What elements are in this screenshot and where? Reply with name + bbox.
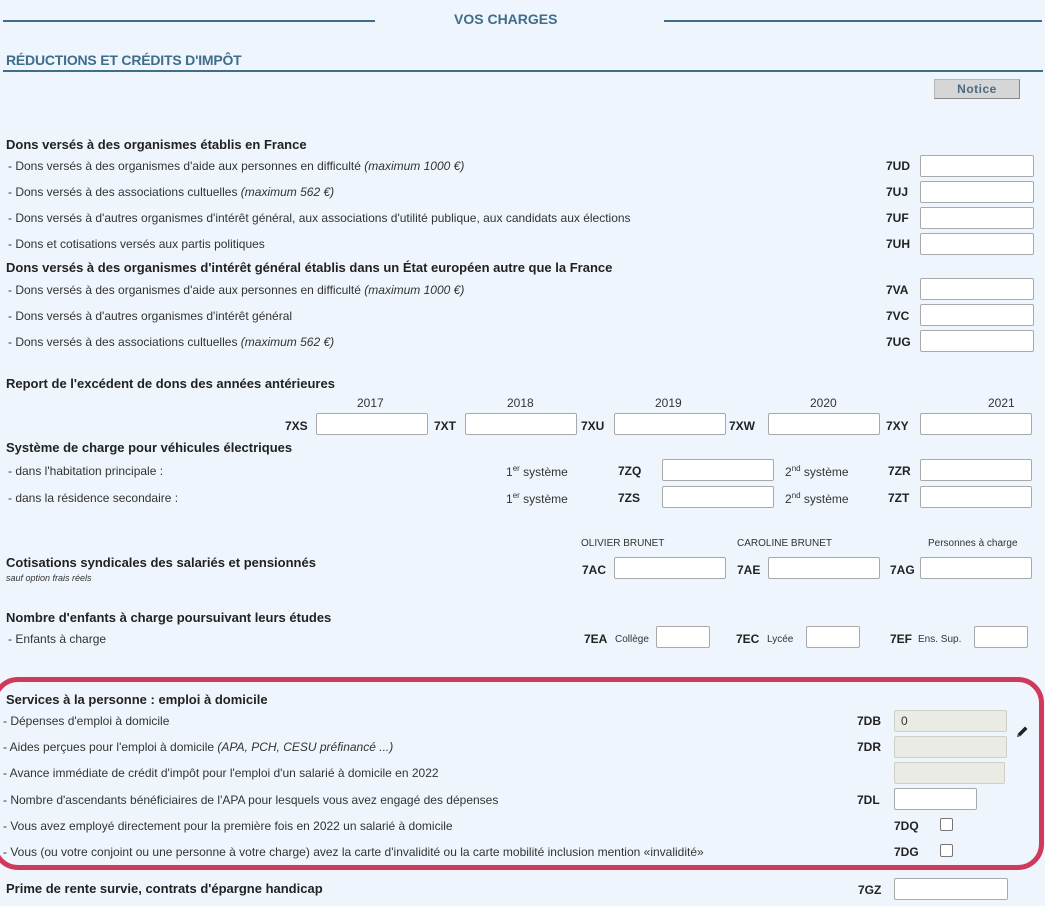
line-7vc-label: [8, 309, 292, 323]
line-7uh-label: [8, 237, 265, 251]
label-text: - Dons versés à des organismes d'aide aux personnes en difficulté: [8, 159, 365, 173]
header-rule-left: [3, 20, 375, 22]
code-7xu: 7XU: [581, 419, 605, 433]
code-7db: 7DB: [857, 714, 882, 728]
line-7dq-label: - Vous avez employé directement pour la première fois en 2022 un salarié à domicile: [3, 819, 453, 833]
line-7db-label: - Dépenses d'emploi à domicile: [3, 714, 170, 728]
code-7zs: 7ZS: [618, 491, 641, 505]
line-7dr-label: [3, 740, 393, 754]
enfants-title: Nombre d'enfants à charge poursuivant leurs études: [6, 610, 332, 625]
input-7zs[interactable]: [662, 486, 774, 508]
line-avance-label: - Avance immédiate de crédit d'impôt pour l'emploi d'un salarié à domicile en 2022: [3, 766, 439, 780]
input-7ea[interactable]: [656, 626, 710, 648]
sup: nd: [791, 464, 801, 473]
col-header-olivier: OLIVIER BRUNET: [581, 538, 665, 549]
level-ens-sup: Ens. Sup.: [918, 634, 962, 645]
code-7dg: 7DG: [894, 845, 919, 859]
col-header-personnes: Personnes à charge: [928, 538, 1018, 549]
sup: er: [512, 464, 520, 473]
second-system-label: [785, 491, 849, 506]
input-7uj[interactable]: [920, 181, 1034, 203]
input-7xw[interactable]: [768, 413, 880, 435]
code-7xy: 7XY: [886, 419, 909, 433]
input-7xs[interactable]: [316, 413, 428, 435]
report-title: Report de l'excédent de dons des années antérieures: [6, 376, 335, 391]
code-7ac: 7AC: [582, 563, 607, 577]
input-7ae[interactable]: [768, 557, 880, 579]
input-7uh[interactable]: [920, 233, 1034, 255]
label-text: - Aides perçues pour l'emploi à domicile: [3, 740, 218, 754]
header-rule-right: [664, 20, 1042, 22]
input-7uf[interactable]: [920, 207, 1034, 229]
line-7uf-label: [8, 211, 631, 225]
line-7ug-label: [8, 335, 334, 349]
label-text: - Dons et cotisations versés aux partis politiques: [8, 237, 265, 251]
input-7dr: [894, 736, 1007, 758]
year-2020: 2020: [810, 396, 837, 410]
line-7dl-label: - Nombre d'ascendants bénéficiaires de l'APA pour lesquels vous avez engagé des dépenses: [3, 793, 499, 807]
input-7ac[interactable]: [614, 557, 726, 579]
input-avance: [894, 762, 1005, 784]
code-7dq: 7DQ: [894, 819, 919, 833]
input-7zt[interactable]: [920, 486, 1032, 508]
code-7ec: 7EC: [736, 632, 760, 646]
input-7xy[interactable]: [920, 413, 1032, 435]
vehicules-row-1-label: - dans l'habitation principale :: [8, 464, 164, 478]
level-college: Collège: [615, 634, 649, 645]
year-2021: 2021: [988, 396, 1015, 410]
label-note: (maximum 562 €): [240, 335, 335, 349]
dons-france-title: Dons versés à des organismes établis en France: [6, 137, 307, 152]
input-7ef[interactable]: [974, 626, 1028, 648]
year-2019: 2019: [655, 396, 682, 410]
code-7ae: 7AE: [737, 563, 761, 577]
first-system-label: [506, 491, 568, 506]
code-7vc: 7VC: [886, 309, 910, 323]
line-7ud-label: [8, 159, 464, 173]
level-lycee: Lycée: [767, 634, 794, 645]
code-7uh: 7UH: [886, 237, 911, 251]
code-7xs: 7XS: [285, 419, 308, 433]
num: 2: [785, 492, 792, 506]
label-note: (maximum 1000 €): [364, 159, 465, 173]
input-7xt[interactable]: [465, 413, 577, 435]
line-7va-label: [8, 283, 464, 297]
label-text: - Dons versés à d'autres organismes d'intérêt général: [8, 309, 293, 323]
word: système: [800, 465, 849, 479]
num: 1: [506, 465, 513, 479]
code-7dl: 7DL: [857, 793, 880, 807]
code-7zq: 7ZQ: [618, 464, 642, 478]
line-7dg-label: - Vous (ou votre conjoint ou une personne à votre charge) avez la carte d'invalidité ou la carte mobilité inclusion mention «invalidité»: [3, 845, 704, 859]
year-2017: 2017: [357, 396, 384, 410]
label-text: - Dons versés à des associations cultuelles: [8, 185, 241, 199]
input-7ag[interactable]: [920, 557, 1032, 579]
label-note: (maximum 1000 €): [364, 283, 465, 297]
dons-europe-title: Dons versés à des organismes d'intérêt général établis dans un État européen autre que la France: [6, 260, 613, 275]
label-text: - Dons versés à des organismes d'aide aux personnes en difficulté: [8, 283, 365, 297]
enfants-label: - Enfants à charge: [8, 632, 107, 646]
input-7ud[interactable]: [920, 155, 1034, 177]
first-system-label: [506, 464, 568, 479]
sup: nd: [791, 491, 801, 500]
input-7va[interactable]: [920, 278, 1034, 300]
vehicules-title: Système de charge pour véhicules électriques: [6, 440, 293, 455]
input-7gz[interactable]: [894, 878, 1008, 900]
label-note: (APA, PCH, CESU préfinancé ...): [217, 740, 394, 754]
line-7uj-label: [8, 185, 334, 199]
input-7ug[interactable]: [920, 330, 1034, 352]
section-title: VOS CHARGES: [454, 11, 558, 27]
col-header-caroline: CAROLINE BRUNET: [737, 538, 833, 549]
code-7va: 7VA: [886, 283, 909, 297]
word: système: [519, 465, 568, 479]
notice-button[interactable]: Notice: [934, 79, 1020, 99]
code-7zr: 7ZR: [888, 464, 911, 478]
cotisations-title: Cotisations syndicales des salariés et pensionnés: [6, 555, 316, 570]
input-7xu[interactable]: [614, 413, 726, 435]
checkbox-7dg[interactable]: [940, 844, 953, 857]
code-7uj: 7UJ: [886, 185, 909, 199]
code-7ef: 7EF: [890, 632, 913, 646]
num: 2: [785, 465, 792, 479]
code-7ud: 7UD: [886, 159, 911, 173]
code-7ea: 7EA: [584, 632, 608, 646]
year-2018: 2018: [507, 396, 534, 410]
input-7dl[interactable]: [894, 788, 977, 810]
cotisations-subtitle: sauf option frais réels: [6, 573, 92, 583]
input-7ec[interactable]: [806, 626, 860, 648]
code-7dr: 7DR: [857, 740, 882, 754]
input-7zq[interactable]: [662, 459, 774, 481]
code-7ag: 7AG: [890, 563, 915, 577]
sup: er: [512, 491, 520, 500]
label-note: (maximum 562 €): [240, 185, 335, 199]
num: 1: [506, 492, 513, 506]
word: système: [800, 492, 849, 506]
code-7gz: 7GZ: [858, 883, 882, 897]
word: système: [519, 492, 568, 506]
subsection-title: RÉDUCTIONS ET CRÉDITS D'IMPÔT: [6, 52, 242, 68]
code-7xt: 7XT: [434, 419, 457, 433]
services-title: Services à la personne : emploi à domicile: [6, 692, 268, 707]
code-7xw: 7XW: [729, 419, 756, 433]
pencil-icon[interactable]: [1014, 724, 1030, 740]
prime-title: Prime de rente survie, contrats d'épargne handicap: [6, 881, 323, 896]
input-7zr[interactable]: [920, 459, 1032, 481]
label-text: - Dons versés à des associations cultuelles: [8, 335, 241, 349]
second-system-label: [785, 464, 849, 479]
code-7uf: 7UF: [886, 211, 909, 225]
code-7ug: 7UG: [886, 335, 911, 349]
checkbox-7dq[interactable]: [940, 818, 953, 831]
subsection-rule: [3, 70, 1043, 72]
input-7db: [894, 710, 1007, 732]
vehicules-row-2-label: - dans la résidence secondaire :: [8, 491, 179, 505]
input-7vc[interactable]: [920, 304, 1034, 326]
label-text: - Dons versés à d'autres organismes d'intérêt général, aux associations d'utilité publique, aux candidats aux élections: [8, 211, 631, 225]
code-7zt: 7ZT: [888, 491, 910, 505]
